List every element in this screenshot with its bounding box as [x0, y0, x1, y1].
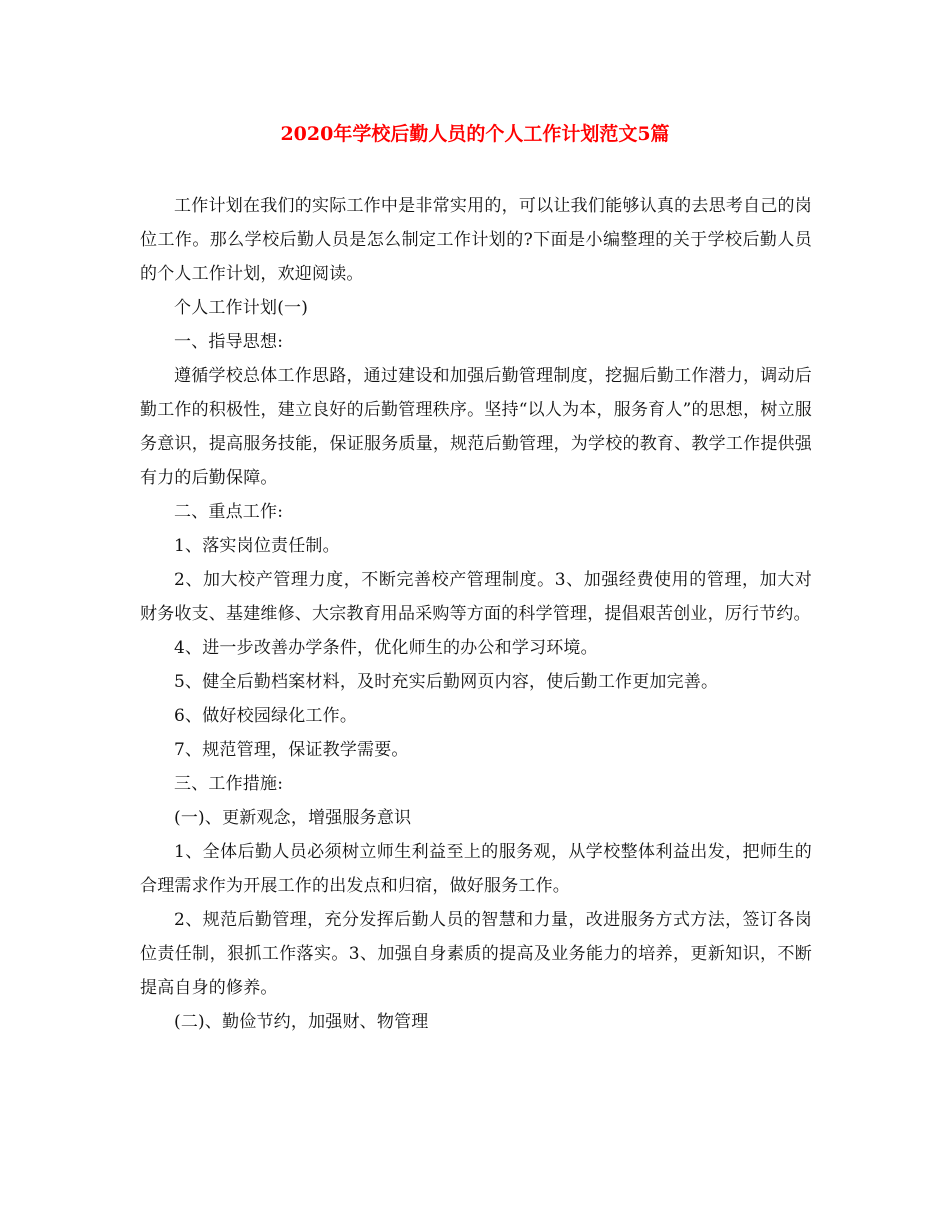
paragraph-guiding-thought-body: 遵循学校总体工作思路，通过建设和加强后勤管理制度，挖掘后勤工作潜力，调动后勤工作的积极性，建立良好的后勤管理秩序。坚持“以人为本，服务育人”的思想，树立服务意识，提高服务技能，保证服务质量，规范后勤管理，为学校的教育、教学工作提供强有力的后勤保障。 — [140, 366, 812, 488]
paragraph-section-measures: 三、工作措施: — [174, 774, 284, 794]
paragraph-section-key-work: 二、重点工作: — [174, 502, 284, 522]
paragraph-section-guiding-thought: 一、指导思想: — [174, 332, 284, 352]
paragraph-key-work-5: 5、健全后勤档案材料，及时充实后勤网页内容，使后勤工作更加完善。 — [174, 672, 719, 692]
paragraph-key-work-2-3: 2、加大校产管理力度，不断完善校产管理制度。3、加强经费使用的管理，加大对财务收支、基建维修、大宗教育用品采购等方面的科学管理，提倡艰苦创业，厉行节约。 — [140, 570, 812, 624]
paragraph-measures-subheading-2: (二)、勤俭节约，加强财、物管理 — [174, 1012, 429, 1032]
paragraph-measures-2-3: 2、规范后勤管理，充分发挥后勤人员的智慧和力量，改进服务方式方法，签订各岗位责任制，狠抓工作落实。3、加强自身素质的提高及业务能力的培养，更新知识，不断提高自身的修养。 — [140, 910, 812, 998]
paragraph-plan-heading: 个人工作计划(一) — [174, 298, 309, 318]
paragraph-key-work-7: 7、规范管理，保证教学需要。 — [174, 740, 409, 760]
paragraph-measures-subheading-1: (一)、更新观念，增强服务意识 — [174, 808, 412, 828]
paragraph-key-work-4: 4、进一步改善办学条件，优化师生的办公和学习环境。 — [174, 638, 598, 658]
paragraph-measures-1: 1、全体后勤人员必须树立师生利益至上的服务观，从学校整体利益出发，把师生的合理需求作为开展工作的出发点和归宿，做好服务工作。 — [140, 842, 812, 896]
paragraph-key-work-1: 1、落实岗位责任制。 — [174, 536, 340, 556]
paragraph-intro: 工作计划在我们的实际工作中是非常实用的，可以让我们能够认真的去思考自己的岗位工作。那么学校后勤人员是怎么制定工作计划的?下面是小编整理的关于学校后勤人员的个人工作计划，欢迎阅读。 — [140, 196, 812, 284]
document-title: 2020年学校后勤人员的个人工作计划范文5篇 — [280, 123, 670, 145]
document-body — [140, 189, 812, 1039]
paragraph-key-work-6: 6、做好校园绿化工作。 — [174, 706, 358, 726]
